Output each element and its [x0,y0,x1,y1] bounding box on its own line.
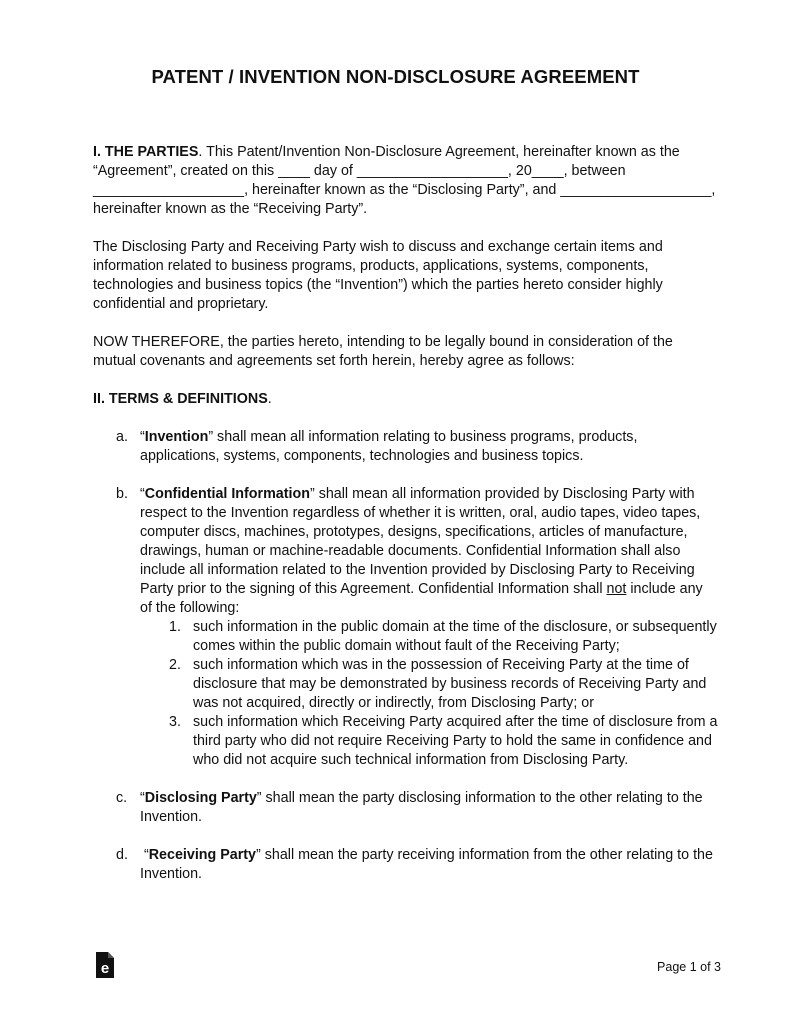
exclusion-text: such information in the public domain at the time of the disclosure, or subsequently comes within the public domain without fault of the Receiving Party; [193,619,717,654]
definition-term: Disclosing Party [144,790,257,806]
section-heading: I. THE PARTIES [93,144,199,160]
underlined-not: not [606,581,627,597]
list-marker: b. [116,486,128,502]
exclusion-item [93,656,718,713]
section-text: This Patent/Invention Non-Disclosure Agreement, hereinafter known as the “Agreement”, created on this ____ day of ___________________, 20____, between ___________________, hereinafter known as the “Disclosing Party”, and ___________________, hereinafter known as the “Receiving Party”. [93,144,716,217]
definition-receiving-party: d. “Receiving Party” shall mean the party receiving information from the other relating to the Invention. [116,847,713,882]
definition-disclosing-party: c. “Disclosing Party” shall mean the party disclosing information to the other relating to the Invention. [116,790,703,825]
exclusion-text: such information which was in the possession of Receiving Party at the time of disclosure that may be demonstrated by business records of Receiving Party and was not acquired, directly or indirectly, from Disclosing Party; or [193,657,707,711]
definition-text: ” shall mean all information provided by Disclosing Party with respect to the Invention regardless of whether it is written, oral, audio tapes, video tapes, computer discs, machines, prototypes, designs, specifications, articles of manufacture, drawings, human or machine-readable documents. Confidential Information shall also include all information related to the Invention provided by Disclosing Party to Receiving Party prior to the signing of this Agreement. Confidential Information shall [140,486,701,597]
definition-confidential-information: b. “Confidential Information” shall mean all information provided by Disclosing Party with respect to the Invention regardless of whether it is written, oral, audio tapes, video tapes, computer discs, machines, prototypes, designs, specifications, articles of manufacture, drawings, human or machine-readable documents. Confidential Information shall also include all information related to the Invention provided by Disclosing Party to Receiving Party prior to the signing of this Agreement. Confidential Information shall not include any of the following: 1. such information in the public domain at the time of the disclosure, or subsequently comes within the public domain without fault of the Receiving Party; 2. such information which was in the possession of Receiving Party at the time of disclosure that may be demonstrated by business records of Receiving Party and was not acquired, directly or indirectly, from Disclosing Party; or 3. such information which Receiving Party acquired after the time of disclosure from a third party who did not require Receiving Party to hold the same in confidence and who did not acquire such technical information from Disclosing Party. [93,485,718,770]
exclusion-number: 3. [169,714,181,730]
list-marker: d. [116,847,128,863]
definition-term: Invention [144,429,209,445]
definition-text: ” shall mean the party disclosing information to the other relating to the Invention. [140,790,703,825]
document-body [93,143,718,884]
page-number: Page 1 of 3 [657,960,721,974]
exclusion-number: 1. [169,619,181,635]
document-title: PATENT / INVENTION NON-DISCLOSURE AGREEMENT [151,66,640,87]
definition-text: ” shall mean the party receiving information from the other relating to the Invention. [140,847,713,882]
list-marker: c. [116,790,128,806]
section-parties: I. THE PARTIES. This Patent/Invention Non-Disclosure Agreement, hereinafter known as the “Agreement”, created on this ____ day of ___________________, 20____, between ___________________, hereinafter known as the “Disclosing Party”, and ___________________, hereinafter known as the “Receiving Party”. [93,144,716,217]
intro-paragraph: The Disclosing Party and Receiving Party wish to discuss and exchange certain items and information related to business programs, products, applications, systems, components, technologies and business topics (the “Invention”) which the parties hereto consider highly confidential and proprietary. [93,239,663,312]
svg-text:e: e [100,960,110,977]
definition-text: ” shall mean all information relating to business programs, products, applications, systems, components, technologies and business topics. [140,429,638,464]
definition-invention: a. “Invention” shall mean all information relating to business programs, products, applications, systems, components, technologies and business topics. [116,429,638,464]
recitals-paragraph: NOW THEREFORE, the parties hereto, intending to be legally bound in consideration of the mutual covenants and agreements set forth herein, hereby agree as follows: [93,334,673,369]
exclusion-number: 2. [169,657,181,673]
exclusion-item [93,713,718,770]
eforms-logo-icon [95,952,115,978]
exclusion-text: such information which Receiving Party acquired after the time of disclosure from a third party who did not require Receiving Party to hold the same in confidence and who did not acquire such technical information from Disclosing Party. [193,714,718,768]
definition-term: Receiving Party [148,847,257,863]
definition-term: Confidential Information [144,486,310,502]
exclusion-item [93,618,718,656]
list-marker: a. [116,429,128,445]
section-definitions-heading: II. TERMS & DEFINITIONS. [93,391,272,407]
